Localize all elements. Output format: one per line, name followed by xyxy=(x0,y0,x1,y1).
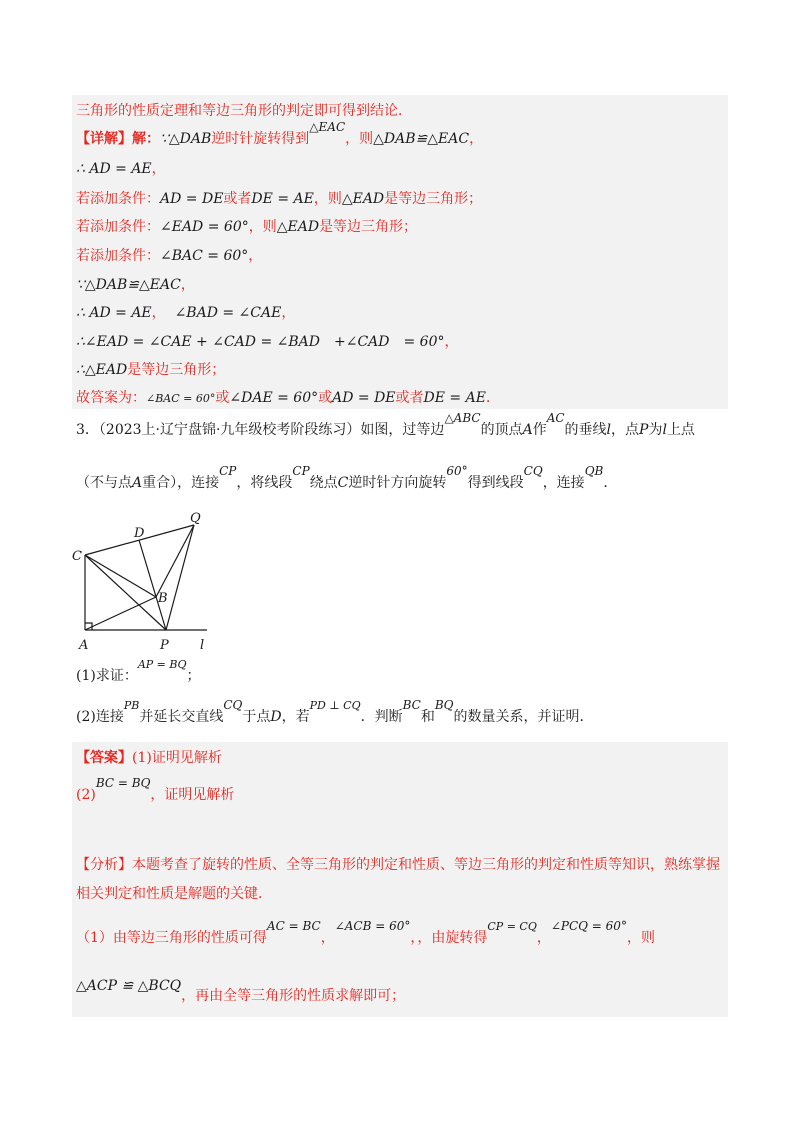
detail-line: 【详解】解：∵△DAB逆时针旋转得到△EAC，则△DAB≌△EAC， xyxy=(76,120,484,147)
analysis-line: 相关判定和性质是解题的关键． xyxy=(76,886,272,902)
geometry-figure xyxy=(66,505,226,655)
condition-line: 若添加条件：∠BAC = 60°， xyxy=(76,248,263,264)
analysis-line: △ACP ≌ △BCQ，再由全等三角形的性质求解即可； xyxy=(76,978,406,1004)
answer-line: 【答案】(1)证明见解析 xyxy=(76,750,222,766)
formula-line: ∴△EAD是等边三角形； xyxy=(76,362,226,378)
label-d: D xyxy=(134,526,145,541)
segment-qb xyxy=(156,525,194,597)
question-line: 3．（2023上·辽宁盘锦·九年级校考阶段练习）如图，过等边△ABC的顶点A作AC的垂线l，点P为l上点 xyxy=(76,411,695,438)
segment-cp xyxy=(85,555,166,630)
label-b: B xyxy=(158,591,168,606)
formula-line: ∴∠EAD = ∠CAE + ∠CAD = ∠BAD +∠CAD = 60°， xyxy=(76,334,459,350)
text-line: 三角形的性质定理和等边三角形的判定即可得到结论． xyxy=(76,103,412,119)
label-q: Q xyxy=(190,511,201,526)
subquestion-1: (1)求证：$^{AP = BQ}$； xyxy=(76,658,201,684)
label-a: A xyxy=(79,638,89,653)
formula-line: ∴ AD = AE， ∠BAD = ∠CAE， xyxy=(76,305,296,321)
segment-qp xyxy=(166,525,194,630)
formula-line: ∵△DAB≌△EAC， xyxy=(76,277,195,293)
condition-line: 若添加条件：∠EAD = 60°，则△EAD是等边三角形； xyxy=(76,219,418,235)
analysis-line: （1）由等边三角形的性质可得AC = BC，∠ACB = 60°，，由旋转得$^{CP = CQ}$，∠PCQ = 60°，则 xyxy=(76,919,655,946)
condition-line: 若添加条件：AD = DE或者DE = AE，则△EAD是等边三角形； xyxy=(76,191,483,207)
final-answer-line: 故答案为：∠BAC = 60°或∠DAE = 60°或AD = DE或者DE = AE． xyxy=(76,390,500,406)
analysis-line: 【分析】本题考查了旋转的性质、全等三角形的判定和性质、等边三角形的判定和性质等知识，熟练掌握 xyxy=(76,857,720,873)
segment-ab xyxy=(85,597,156,630)
label-p: P xyxy=(160,638,169,653)
subquestion-2: (2)连接$^{PB}$并延长交直线CQ于点D，若$^{PD \perp CQ}$．判断BC和BQ的数量关系，并证明． xyxy=(76,698,594,725)
question-line: （不与点A重合），连接CP，将线段CP绕点C逆时针方向旋转60°得到线段CQ，连接QB． xyxy=(76,464,618,491)
formula-line: ∴ AD = AE， xyxy=(76,161,166,177)
label-c: C xyxy=(72,549,82,564)
answer-line: (2)BC = BQ，证明见解析 xyxy=(76,776,235,803)
label-l: l xyxy=(200,638,205,653)
